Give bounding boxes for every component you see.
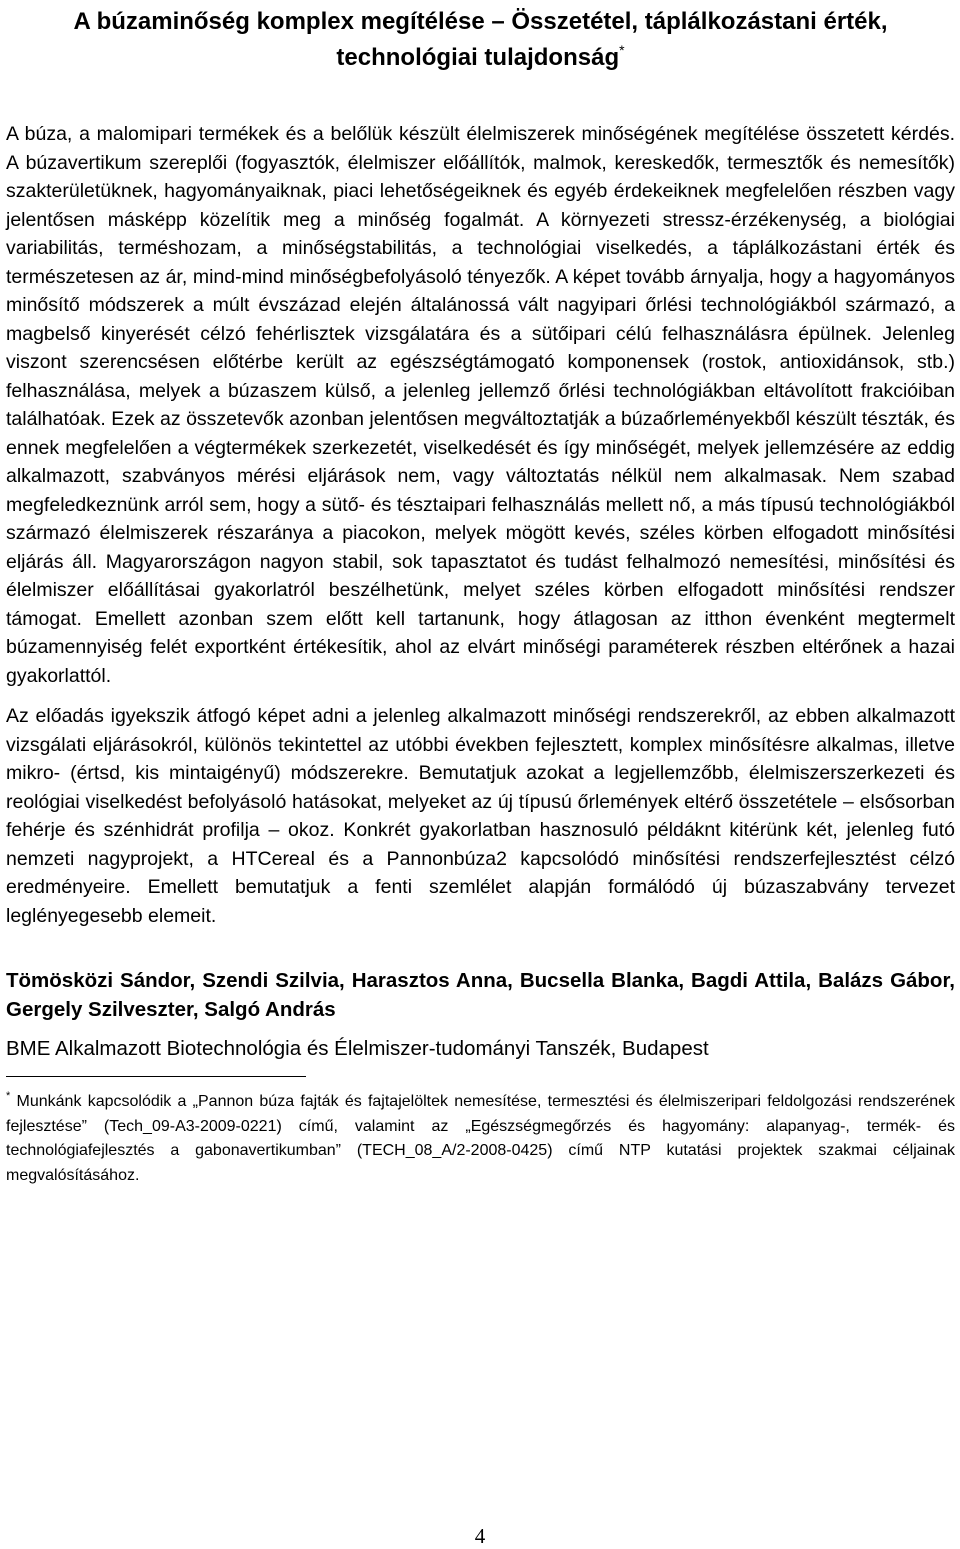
author-list: Tömösközi Sándor, Szendi Szilvia, Harasztos Anna, Bucsella Blanka, Bagdi Attila, Balázs Gábor, Gergely Szilveszter, Salgó András [6,969,955,1021]
footnote-marker: * [6,1090,11,1102]
footnote-text: Munkánk kapcsolódik a „Pannon búza fajták és fajtajelöltek nemesítése, termesztési és élelmiszeripari feldolgozási rendszerének fejlesztése” (Tech_09-A3-2009-0221) című, valamint az „Egészségmegőrzés és hagyomány: alapanyag-, termék- és technológiafejlesztés a gabonavertikumban” (TECH_08_A/2-2008-0425) című NTP kutatási projektek szakmai céljainak megvalósításához. [6,1093,955,1184]
title-text: A búzaminőség komplex megítélése – Összetétel, táplálkozástani érték, technológiai tulajdonság [73,8,888,71]
title-footnote-marker: * [619,42,625,58]
footnote [6,1090,955,1188]
footnote-divider [6,1076,306,1077]
abstract-paragraph-2: Az előadás igyekszik átfogó képet adni a jelenleg alkalmazott minőségi rendszerekről, az ebben alkalmazott vizsgálati eljárásokról, különös tekintettel az utóbbi években fejlesztett, komplex minősítésre alkalmas, illetve mikro- (értsd, kis mintaigényű) módszerekre. Bemutatjuk azokat a legjellemzőbb, élelmiszerszerkezeti és reológiai viselkedést befolyásoló hatásokat, melyeket az új típusú őrlemények eltérő összetétele – elsősorban fehérje és szénhidrát profilja – okoz. Konkrét gyakorlatban hasznosuló példáknt kitérünk két, jelenleg futó nemzeti nagyprojekt, a HTCereal és a Pannonbúza2 kapcsolódó minősítési rendszerfejlesztést célzó eredményeire. Emellett bemutatjuk a fenti szemlélet alapján formálódó új búzaszabvány tervezet leglényegesebb elemeit. [6,705,955,927]
abstract-paragraph-1: A búza, a malomipari termékek és a belőlük készült élelmiszerek minőségének megítélése összetett kérdés. A búzavertikum szereplői (fogyasztók, élelmiszer előállítók, malmok, kereskedők, termesztők és nemesítők) szakterületüknek, hagyományaiknak, piaci lehetőségeiknek és egyéb érdekeiknek megfelelően részben vagy jelentősen másképp közelítik meg a minőség fogalmát. A környezeti stressz-érzékenység, a biológiai variabilitás, terméshozam, a minőségstabilitás, a technológiai viselkedés, a táplálkozástani érték és természetesen az ár, mind-mind minőségbefolyásoló tényezők. A képet tovább árnyalja, hogy a hagyományos minősítő módszerek a múlt évszázad elején általánossá vált nagyipari őrlési technológiákból származó, a magbelső kinyerését célzó fehérlisztek vizsgálatára és a sütőipari célú felhasználásra épülnek. Jelenleg viszont szerencsésen előtérbe került az egészségtámogató komponensek (rostok, antioxidánsok, stb.) felhasználása, melyek a búzaszem külső, a jelenleg jellemző őrlési technológiákban eltávolított frakcióiban találhatóak. Ezek az összetevők azonban jelentősen megváltoztatják a búzaőrleményekből készült tészták, és ennek megfelelően a végtermékek szerkezetét, viselkedését és így minőségét, melyek jellemzésére az eddig alkalmazott, szabványos mérési eljárások nem, vagy változtatás nélkül nem alkalmasak. Nem szabad megfeledkeznünk arról sem, hogy a sütő- és tésztaipari felhasználás mellett nő, a más típusú technológiákból származó élelmiszerek részaránya a piacokon, melyek mögött kevés, széles körben elfogadott minősítési eljárás áll. Magyarországon nagyon stabil, sok tapasztatot és tudást felhalmozó nemesítési, minősítési és élelmiszer előállításai gyakorlatról beszélhetünk, melyet széles körben elfogadott minősítési rendszer támogat. Emellett azonban szem előtt kell tartanunk, hogy átlagosan az itthon évenként megtermelt búzamennyiség felét exportként értékesítik, ahol az elvárt minőségi paraméterek részben eltérőnek a hazai gyakorlattól. [6,123,955,687]
page-number: 4 [474,1524,486,1548]
document-page [6,0,955,1188]
affiliation: BME Alkalmazott Biotechnológia és Élelmiszer-tudományi Tanszék, Budapest [6,1037,709,1060]
document-title [6,0,955,76]
